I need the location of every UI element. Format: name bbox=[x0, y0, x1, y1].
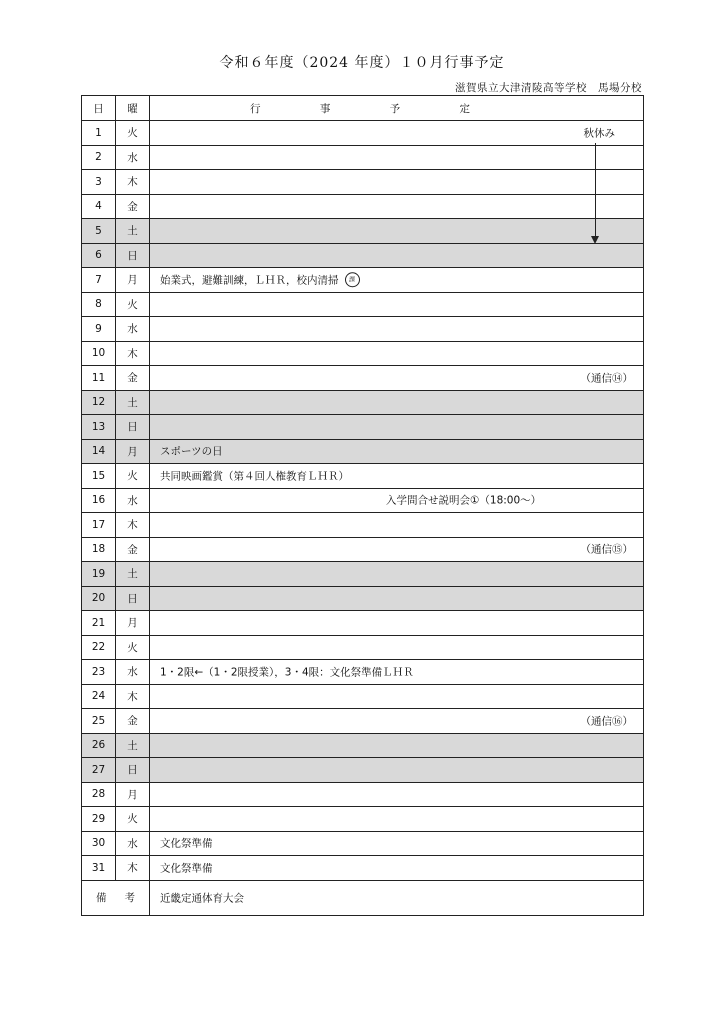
day-of-week: 日 bbox=[116, 758, 150, 783]
day-of-week: 火 bbox=[116, 464, 150, 489]
event-text-label: 文化祭準備 bbox=[160, 862, 213, 875]
table-row bbox=[82, 782, 644, 807]
header-events-char: 定 bbox=[459, 102, 470, 115]
event-text-label: 共同映画鑑賞（第４回人権教育ＬＨＲ） bbox=[160, 470, 349, 483]
table-row bbox=[82, 243, 644, 268]
event-text-center: 入学問合せ説明会①（18:00～） bbox=[386, 494, 542, 507]
day-number: 26 bbox=[82, 733, 116, 758]
day-number: 22 bbox=[82, 635, 116, 660]
event-text-label: 始業式，避難訓練，ＬＨＲ，校内清掃 bbox=[160, 274, 339, 286]
table-row bbox=[82, 439, 644, 464]
event-cell bbox=[150, 145, 644, 170]
day-of-week: 土 bbox=[116, 562, 150, 587]
day-of-week: 金 bbox=[116, 537, 150, 562]
event-note-right: （通信⑯） bbox=[580, 715, 633, 728]
day-of-week: 日 bbox=[116, 586, 150, 611]
event-cell bbox=[150, 268, 644, 293]
event-cell bbox=[150, 219, 644, 244]
remarks-text: 近畿定通体育大会 bbox=[160, 892, 244, 904]
day-of-week: 金 bbox=[116, 366, 150, 391]
table-row bbox=[82, 635, 644, 660]
day-of-week: 木 bbox=[116, 341, 150, 366]
event-text bbox=[160, 444, 223, 459]
event-cell bbox=[150, 292, 644, 317]
day-number: 11 bbox=[82, 366, 116, 391]
header-events-char: 行 bbox=[250, 102, 261, 115]
table-row bbox=[82, 513, 644, 538]
day-of-week: 月 bbox=[116, 268, 150, 293]
day-number: 8 bbox=[82, 292, 116, 317]
day-of-week: 木 bbox=[116, 170, 150, 195]
day-number: 16 bbox=[82, 488, 116, 513]
day-number: 5 bbox=[82, 219, 116, 244]
event-text bbox=[160, 468, 349, 483]
table-row bbox=[82, 415, 644, 440]
day-of-week: 土 bbox=[116, 219, 150, 244]
event-text bbox=[160, 272, 360, 288]
event-note-right: （通信⑮） bbox=[580, 543, 633, 556]
cleaning-stamp-icon: 課 bbox=[345, 273, 360, 288]
table-row bbox=[82, 537, 644, 562]
table-row bbox=[82, 684, 644, 709]
day-of-week: 火 bbox=[116, 807, 150, 832]
school-name: 滋賀県立大津清陵高等学校 馬場分校 bbox=[455, 82, 642, 94]
day-of-week: 水 bbox=[116, 145, 150, 170]
header-day-of-week: 曜 bbox=[116, 96, 150, 121]
day-of-week: 日 bbox=[116, 243, 150, 268]
remarks-label-char: 考 bbox=[124, 892, 135, 904]
table-row bbox=[82, 317, 644, 342]
event-text bbox=[160, 664, 414, 679]
day-of-week: 水 bbox=[116, 488, 150, 513]
day-number: 9 bbox=[82, 317, 116, 342]
event-cell bbox=[150, 121, 644, 146]
table-row bbox=[82, 660, 644, 685]
day-number: 4 bbox=[82, 194, 116, 219]
day-number: 6 bbox=[82, 243, 116, 268]
day-number: 18 bbox=[82, 537, 116, 562]
table-row bbox=[82, 170, 644, 195]
day-number: 23 bbox=[82, 660, 116, 685]
day-of-week: 月 bbox=[116, 782, 150, 807]
day-number: 12 bbox=[82, 390, 116, 415]
event-cell bbox=[150, 635, 644, 660]
day-number: 10 bbox=[82, 341, 116, 366]
header-day: 日 bbox=[82, 96, 116, 121]
day-number: 15 bbox=[82, 464, 116, 489]
page-title: 令和６年度（2024 年度）１０月行事予定 bbox=[219, 55, 505, 71]
event-cell bbox=[150, 488, 644, 513]
table-row bbox=[82, 807, 644, 832]
event-cell bbox=[150, 366, 644, 391]
day-of-week: 水 bbox=[116, 317, 150, 342]
header-events-char: 予 bbox=[389, 102, 401, 115]
day-number: 31 bbox=[82, 856, 116, 881]
table-row bbox=[82, 586, 644, 611]
event-cell bbox=[150, 390, 644, 415]
day-of-week: 土 bbox=[116, 733, 150, 758]
table-row bbox=[82, 366, 644, 391]
remarks-text-cell bbox=[150, 880, 644, 915]
day-number: 13 bbox=[82, 415, 116, 440]
table-row bbox=[82, 856, 644, 881]
remarks-row bbox=[82, 880, 644, 915]
table-row bbox=[82, 219, 644, 244]
down-arrow-head-icon bbox=[591, 236, 599, 244]
day-number: 24 bbox=[82, 684, 116, 709]
day-number: 7 bbox=[82, 268, 116, 293]
header-events-char: 事 bbox=[319, 102, 331, 115]
table-row bbox=[82, 831, 644, 856]
day-of-week: 金 bbox=[116, 709, 150, 734]
table-row bbox=[82, 194, 644, 219]
day-of-week: 火 bbox=[116, 635, 150, 660]
event-cell bbox=[150, 807, 644, 832]
day-of-week: 木 bbox=[116, 684, 150, 709]
event-text-label: 1・2限←（1・2限授業），3・4限：文化祭準備ＬＨＲ bbox=[160, 666, 414, 679]
table-row bbox=[82, 292, 644, 317]
day-number: 17 bbox=[82, 513, 116, 538]
table-row bbox=[82, 341, 644, 366]
table-row bbox=[82, 464, 644, 489]
event-cell bbox=[150, 170, 644, 195]
event-cell bbox=[150, 194, 644, 219]
event-cell bbox=[150, 758, 644, 783]
day-of-week: 水 bbox=[116, 831, 150, 856]
day-number: 1 bbox=[82, 121, 116, 146]
day-number: 29 bbox=[82, 807, 116, 832]
day-number: 20 bbox=[82, 586, 116, 611]
day-number: 19 bbox=[82, 562, 116, 587]
table-row bbox=[82, 709, 644, 734]
table-row bbox=[82, 733, 644, 758]
event-cell bbox=[150, 733, 644, 758]
event-cell bbox=[150, 317, 644, 342]
day-of-week: 月 bbox=[116, 439, 150, 464]
table-header-row bbox=[82, 96, 644, 121]
event-cell bbox=[150, 684, 644, 709]
schedule-table bbox=[81, 95, 644, 916]
table-row bbox=[82, 611, 644, 636]
event-cell bbox=[150, 537, 644, 562]
remarks-label-char: 備 bbox=[96, 892, 107, 904]
event-cell bbox=[150, 513, 644, 538]
day-number: 27 bbox=[82, 758, 116, 783]
event-note-right: 秋休み bbox=[583, 127, 615, 140]
event-cell bbox=[150, 782, 644, 807]
event-text bbox=[160, 836, 213, 851]
event-cell bbox=[150, 831, 644, 856]
table-row bbox=[82, 390, 644, 415]
event-text-label: 文化祭準備 bbox=[160, 837, 213, 850]
day-number: 14 bbox=[82, 439, 116, 464]
day-of-week: 水 bbox=[116, 660, 150, 685]
table-row bbox=[82, 488, 644, 513]
header-events bbox=[150, 96, 644, 121]
day-number: 21 bbox=[82, 611, 116, 636]
event-cell bbox=[150, 856, 644, 881]
event-cell bbox=[150, 611, 644, 636]
table-row bbox=[82, 562, 644, 587]
event-cell bbox=[150, 660, 644, 685]
day-of-week: 木 bbox=[116, 856, 150, 881]
down-arrow-line-icon bbox=[595, 143, 596, 236]
event-cell bbox=[150, 464, 644, 489]
day-of-week: 日 bbox=[116, 415, 150, 440]
event-cell bbox=[150, 439, 644, 464]
day-of-week: 土 bbox=[116, 390, 150, 415]
event-cell bbox=[150, 709, 644, 734]
event-text bbox=[160, 860, 213, 875]
day-of-week: 火 bbox=[116, 292, 150, 317]
day-number: 3 bbox=[82, 170, 116, 195]
day-number: 30 bbox=[82, 831, 116, 856]
event-cell bbox=[150, 341, 644, 366]
day-of-week: 月 bbox=[116, 611, 150, 636]
day-of-week: 金 bbox=[116, 194, 150, 219]
table-row bbox=[82, 121, 644, 146]
remarks-label bbox=[82, 880, 150, 915]
day-of-week: 木 bbox=[116, 513, 150, 538]
event-cell bbox=[150, 415, 644, 440]
schedule-rows bbox=[82, 121, 644, 881]
event-cell bbox=[150, 562, 644, 587]
event-cell bbox=[150, 243, 644, 268]
day-number: 2 bbox=[82, 145, 116, 170]
event-note-right: （通信⑭） bbox=[580, 372, 633, 385]
table-row bbox=[82, 145, 644, 170]
table-row bbox=[82, 758, 644, 783]
table-row bbox=[82, 268, 644, 293]
event-cell bbox=[150, 586, 644, 611]
day-number: 25 bbox=[82, 709, 116, 734]
day-of-week: 火 bbox=[116, 121, 150, 146]
day-number: 28 bbox=[82, 782, 116, 807]
event-text-label: スポーツの日 bbox=[160, 445, 223, 458]
